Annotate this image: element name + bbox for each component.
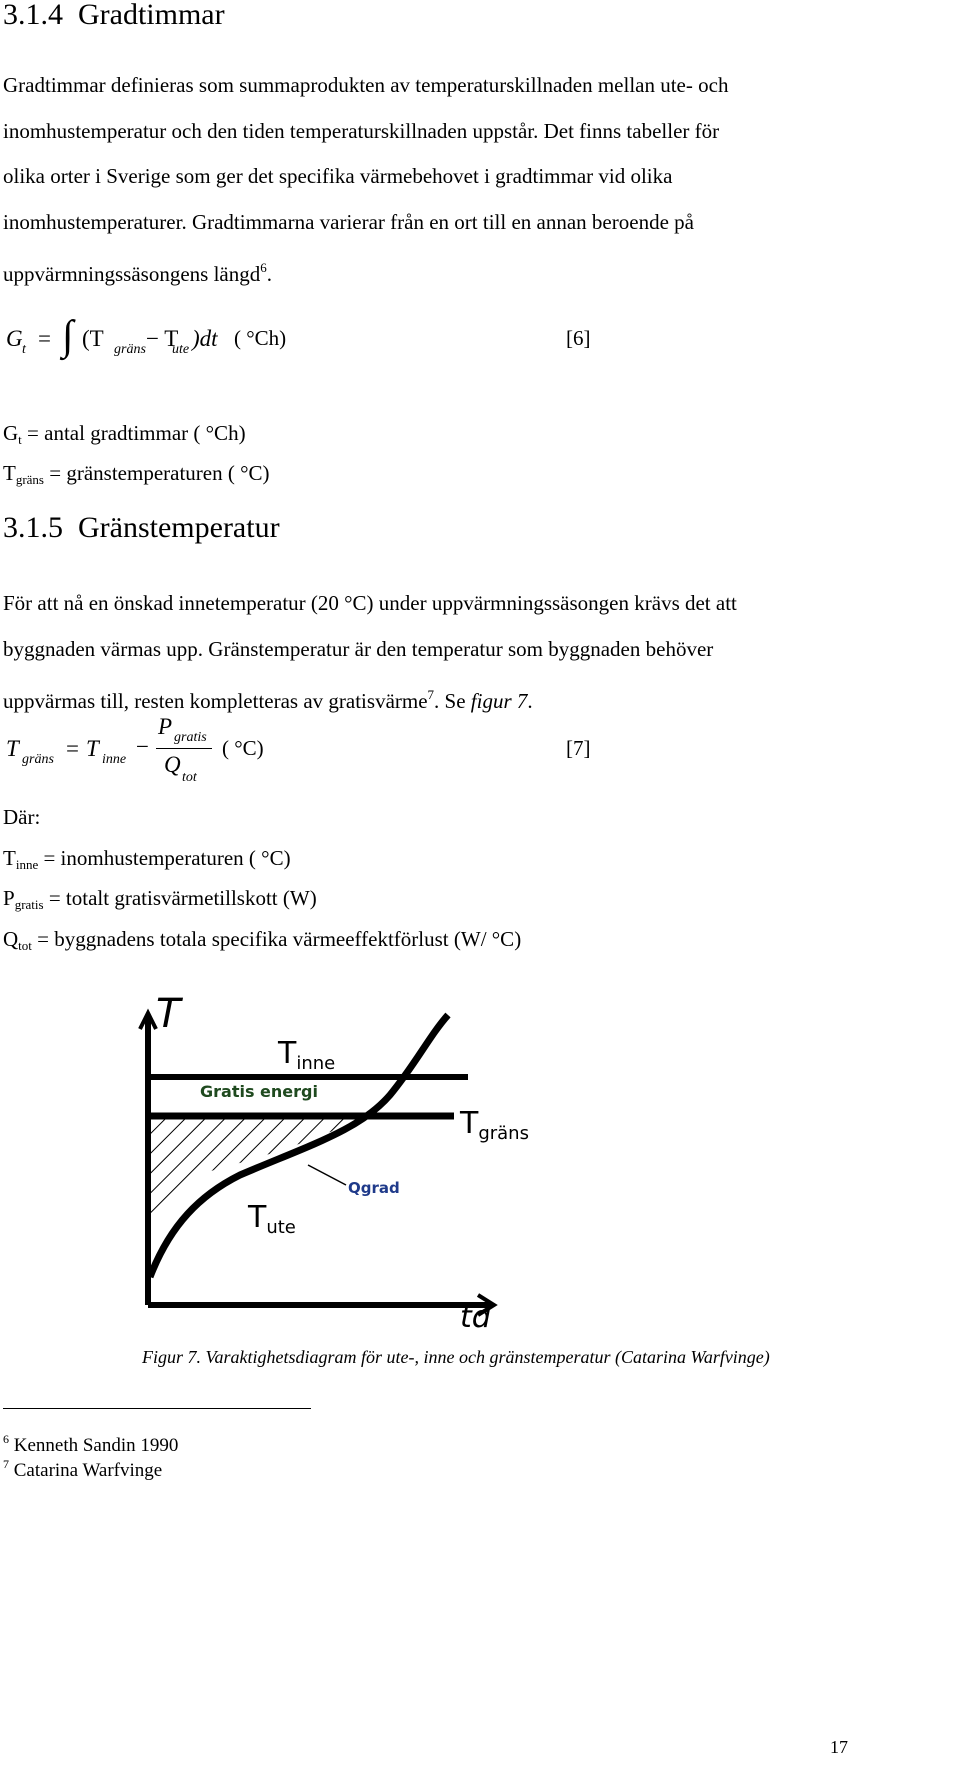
t-inne-label: $T_{inne}$: [278, 1036, 336, 1074]
text-line: byggnaden värmas upp. Gränstemperatur är den temperatur som byggnaden behöver: [3, 636, 714, 661]
text-line: uppvärmas till, resten kompletteras av gratisvärme$^7$. Se figur 7.: [3, 687, 533, 713]
definition-tgrans: $T_{gräns}$ = gränstemperaturen ( °C): [3, 461, 270, 487]
dar-label: Där:: [3, 805, 41, 829]
section-title: Gränstemperatur: [78, 511, 280, 544]
footnote-ref[interactable]: 7: [427, 687, 435, 702]
footnote: $^6$ Kenneth Sandin 1990: [3, 1432, 179, 1456]
equation-number: [7]: [566, 736, 591, 760]
figure-ref[interactable]: figur 7: [470, 689, 528, 713]
qgrad-label: Qgrad: [348, 1179, 400, 1197]
footnote-ref[interactable]: 6: [260, 260, 267, 275]
section-number: 3.1.5: [3, 511, 63, 544]
definition-tinne: $T_{inne}$ = inomhustemperaturen ( °C): [3, 846, 291, 872]
figure-caption: Figur 7. Varaktighetsdiagram för ute-, inne och gränstemperatur (Catarina Warfvinge): [142, 1347, 770, 1367]
equation-6: G t = ∫ (T gräns − T ute )dt ( °Ch) [6]: [6, 313, 591, 359]
integral-sign: ∫: [62, 313, 74, 359]
section-heading-3-1-4: [3, 0, 225, 30]
text-line: uppvärmningssäsongens längd$^6$.: [3, 260, 272, 286]
duration-diagram-figure: [130, 995, 550, 1335]
text-line: Gradtimmar definieras som summaprodukten av temperaturskillnaden mellan ute- och: [3, 73, 729, 97]
y-axis-label: T: [156, 995, 181, 1037]
section-title: Gradtimmar: [78, 0, 225, 31]
footnote: $^7$ Catarina Warfvinge: [3, 1457, 163, 1481]
equation-7: T gräns = T inne − P gratis Q tot ( °C) [7]: [6, 714, 591, 785]
section-number: 3.1.4: [3, 0, 63, 31]
text-line: För att nå en önskad innetemperatur (20 °C) under uppvärmningssäsongen krävs det att: [3, 591, 737, 615]
paragraph-gradtimmar: [3, 63, 923, 298]
qgrad-pointer: [308, 1165, 346, 1185]
text-line: inomhustemperatur och den tiden temperaturskillnaden uppstår. Det finns tabeller för: [3, 118, 720, 143]
definition-pgratis: $P_{gratis}$ = totalt gratisvärmetillskott (W): [3, 886, 317, 912]
fraction-bar: [156, 748, 212, 749]
x-axis-label: td: [460, 1300, 491, 1335]
paragraph-granstemperatur: [3, 581, 923, 725]
text-line: inomhustemperaturer. Gradtimmarna varierar från en ort till en annan beroende på: [3, 209, 694, 234]
gratis-energi-label: Gratis energi: [200, 1082, 318, 1101]
footnote-separator: [3, 1408, 311, 1409]
section-heading-3-1-5: [3, 513, 280, 543]
text-line: olika orter i Sverige som ger det specifika värmebehovet i gradtimmar vid olika: [3, 164, 673, 188]
definition-gt: $G_t$ = antal gradtimmar ( °Ch): [3, 421, 246, 447]
equation-number: [6]: [566, 326, 591, 350]
t-grans-label: $T_{gräns}$: [460, 1106, 529, 1144]
t-ute-label: $T_{ute}$: [248, 1200, 296, 1238]
definition-qtot: $Q_{tot}$ = byggnadens totala specifika värmeeffektförlust (W/ °C): [3, 927, 522, 953]
page-number: 17: [830, 1737, 848, 1757]
